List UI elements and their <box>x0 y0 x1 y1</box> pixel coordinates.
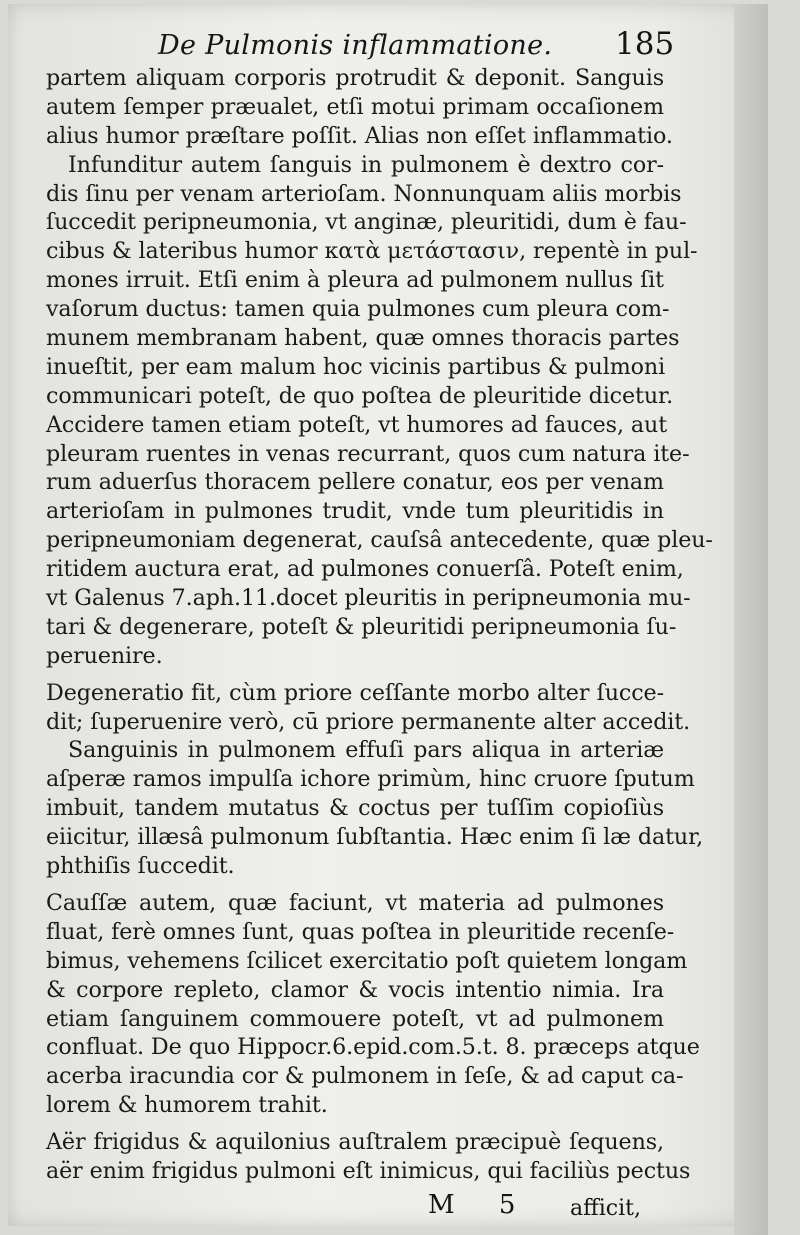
text-line: Cauſſæ autem, quæ faciunt, vt materia ad pulmones <box>46 889 664 916</box>
text-line: munem membranam habent, quæ omnes thoracis partes <box>46 325 680 352</box>
text-line: autem ſemper præualet, etſi motui primam occaſionem <box>46 93 664 120</box>
page-edge-shadow <box>734 4 768 1235</box>
catchword: afficit, <box>570 1196 641 1221</box>
paragraph-gap <box>46 881 664 889</box>
text-line: confluat. De quo Hippocr.6.epid.com.5.t. 8. præceps atque <box>46 1034 700 1061</box>
text-line: etiam ſanguinem commouere poteſt, vt ad pulmonem <box>46 1005 664 1032</box>
book-page <box>8 4 768 1226</box>
text-line: peripneumoniam degenerat, cauſsâ antecedente, quæ pleu- <box>46 527 713 554</box>
text-line: vaſorum ductus: tamen quia pulmones cum pleura com- <box>46 296 670 323</box>
text-line: cibus & lateribus humor κατὰ μετάστασιν, repentè in pul- <box>46 238 698 265</box>
text-line: acerba iracundia cor & pulmonem in ſeſe, & ad caput ca- <box>46 1063 684 1090</box>
text-line: inueſtit, per eam malum hoc vicinis partibus & pulmoni <box>46 353 666 380</box>
paragraph-gap <box>46 1120 664 1128</box>
text-line: Infunditur autem ſanguis in pulmonem è dextro cor- <box>68 151 664 178</box>
paragraph <box>46 1128 691 1186</box>
text-line: rum aduerſus thoracem pellere conatur, eos per venam <box>46 469 664 496</box>
text-line: ſuccedit peripneumonia, vt anginæ, pleuritidi, dum è fau- <box>46 209 687 236</box>
text-line: Degeneratio fit, cùm priore ceſſante morbo alter ſucce- <box>46 679 664 706</box>
text-line: vt Galenus 7.aph.11.docet pleuritis in peripneumonia mu- <box>46 585 691 612</box>
text-line: dis ſinu per venam arterioſam. Nonnunquam aliis morbis <box>46 180 682 207</box>
text-line: communicari poteſt, de quo poſtea de pleuritide dicetur. <box>46 382 674 409</box>
text-line: aſperæ ramos impulſa ichore primùm, hinc cruore ſputum <box>46 766 695 793</box>
signature-mark: M 5 <box>428 1190 534 1220</box>
text-line: mones irruit. Etſi enim à pleura ad pulmonem nullus ſit <box>46 267 664 294</box>
paragraph <box>46 889 700 1120</box>
running-title: De Pulmonis inflammatione. <box>158 30 553 61</box>
text-line: ritidem auctura erat, ad pulmones conuerſâ. Poteſt enim, <box>46 556 684 583</box>
text-line: phthiſis ſuccedit. <box>46 853 235 880</box>
paragraph <box>46 679 691 737</box>
text-line: bimus, vehemens ſcilicet exercitatio poſt quietem longam <box>46 947 688 974</box>
text-line: Sanguinis in pulmonem effuſi pars aliqua in arteriæ <box>68 737 664 764</box>
paragraph <box>46 736 704 880</box>
text-line: pleuram ruentes in venas recurrant, quos cum natura ite- <box>46 440 690 467</box>
text-line: partem aliquam corporis protrudit & deponit. Sanguis <box>46 65 664 91</box>
paragraph-gap <box>46 671 664 679</box>
text-line: peruenire. <box>46 642 163 669</box>
text-line: & corpore repleto, clamor & vocis intentio nimia. Ira <box>46 976 664 1003</box>
text-line: fluat, ferè omnes ſunt, quas poſtea in pleuritide recenſe- <box>46 918 675 945</box>
paragraph <box>46 151 713 671</box>
text-line: Accidere tamen etiam poteſt, vt humores ad fauces, aut <box>46 411 668 438</box>
text-line: alius humor præſtare poſſit. Alias non eſſet inflammatio. <box>46 122 673 149</box>
page-number: 185 <box>615 26 675 62</box>
text-line: dit; ſuperuenire verò, cū priore permanente alter accedit. <box>46 708 691 735</box>
paragraph <box>46 64 673 151</box>
text-line: eiicitur, illæsâ pulmonum ſubſtantia. Hæc enim ſi læ datur, <box>46 824 704 851</box>
text-line: lorem & humorem trahit. <box>46 1092 328 1119</box>
body-text <box>46 64 713 1186</box>
text-line: arterioſam in pulmones trudit, vnde tum pleuritidis in <box>46 498 664 525</box>
text-line: imbuit, tandem mutatus & coctus per tuſſim copioſiùs <box>46 795 664 822</box>
text-line: tari & degenerare, poteſt & pleuritidi peripneumonia ſu- <box>46 613 677 640</box>
text-line: aër enim frigidus pulmoni eſt inimicus, qui faciliùs pectus <box>46 1157 691 1184</box>
text-line: Aër frigidus & aquilonius auſtralem præcipuè ſequens, <box>46 1129 664 1156</box>
